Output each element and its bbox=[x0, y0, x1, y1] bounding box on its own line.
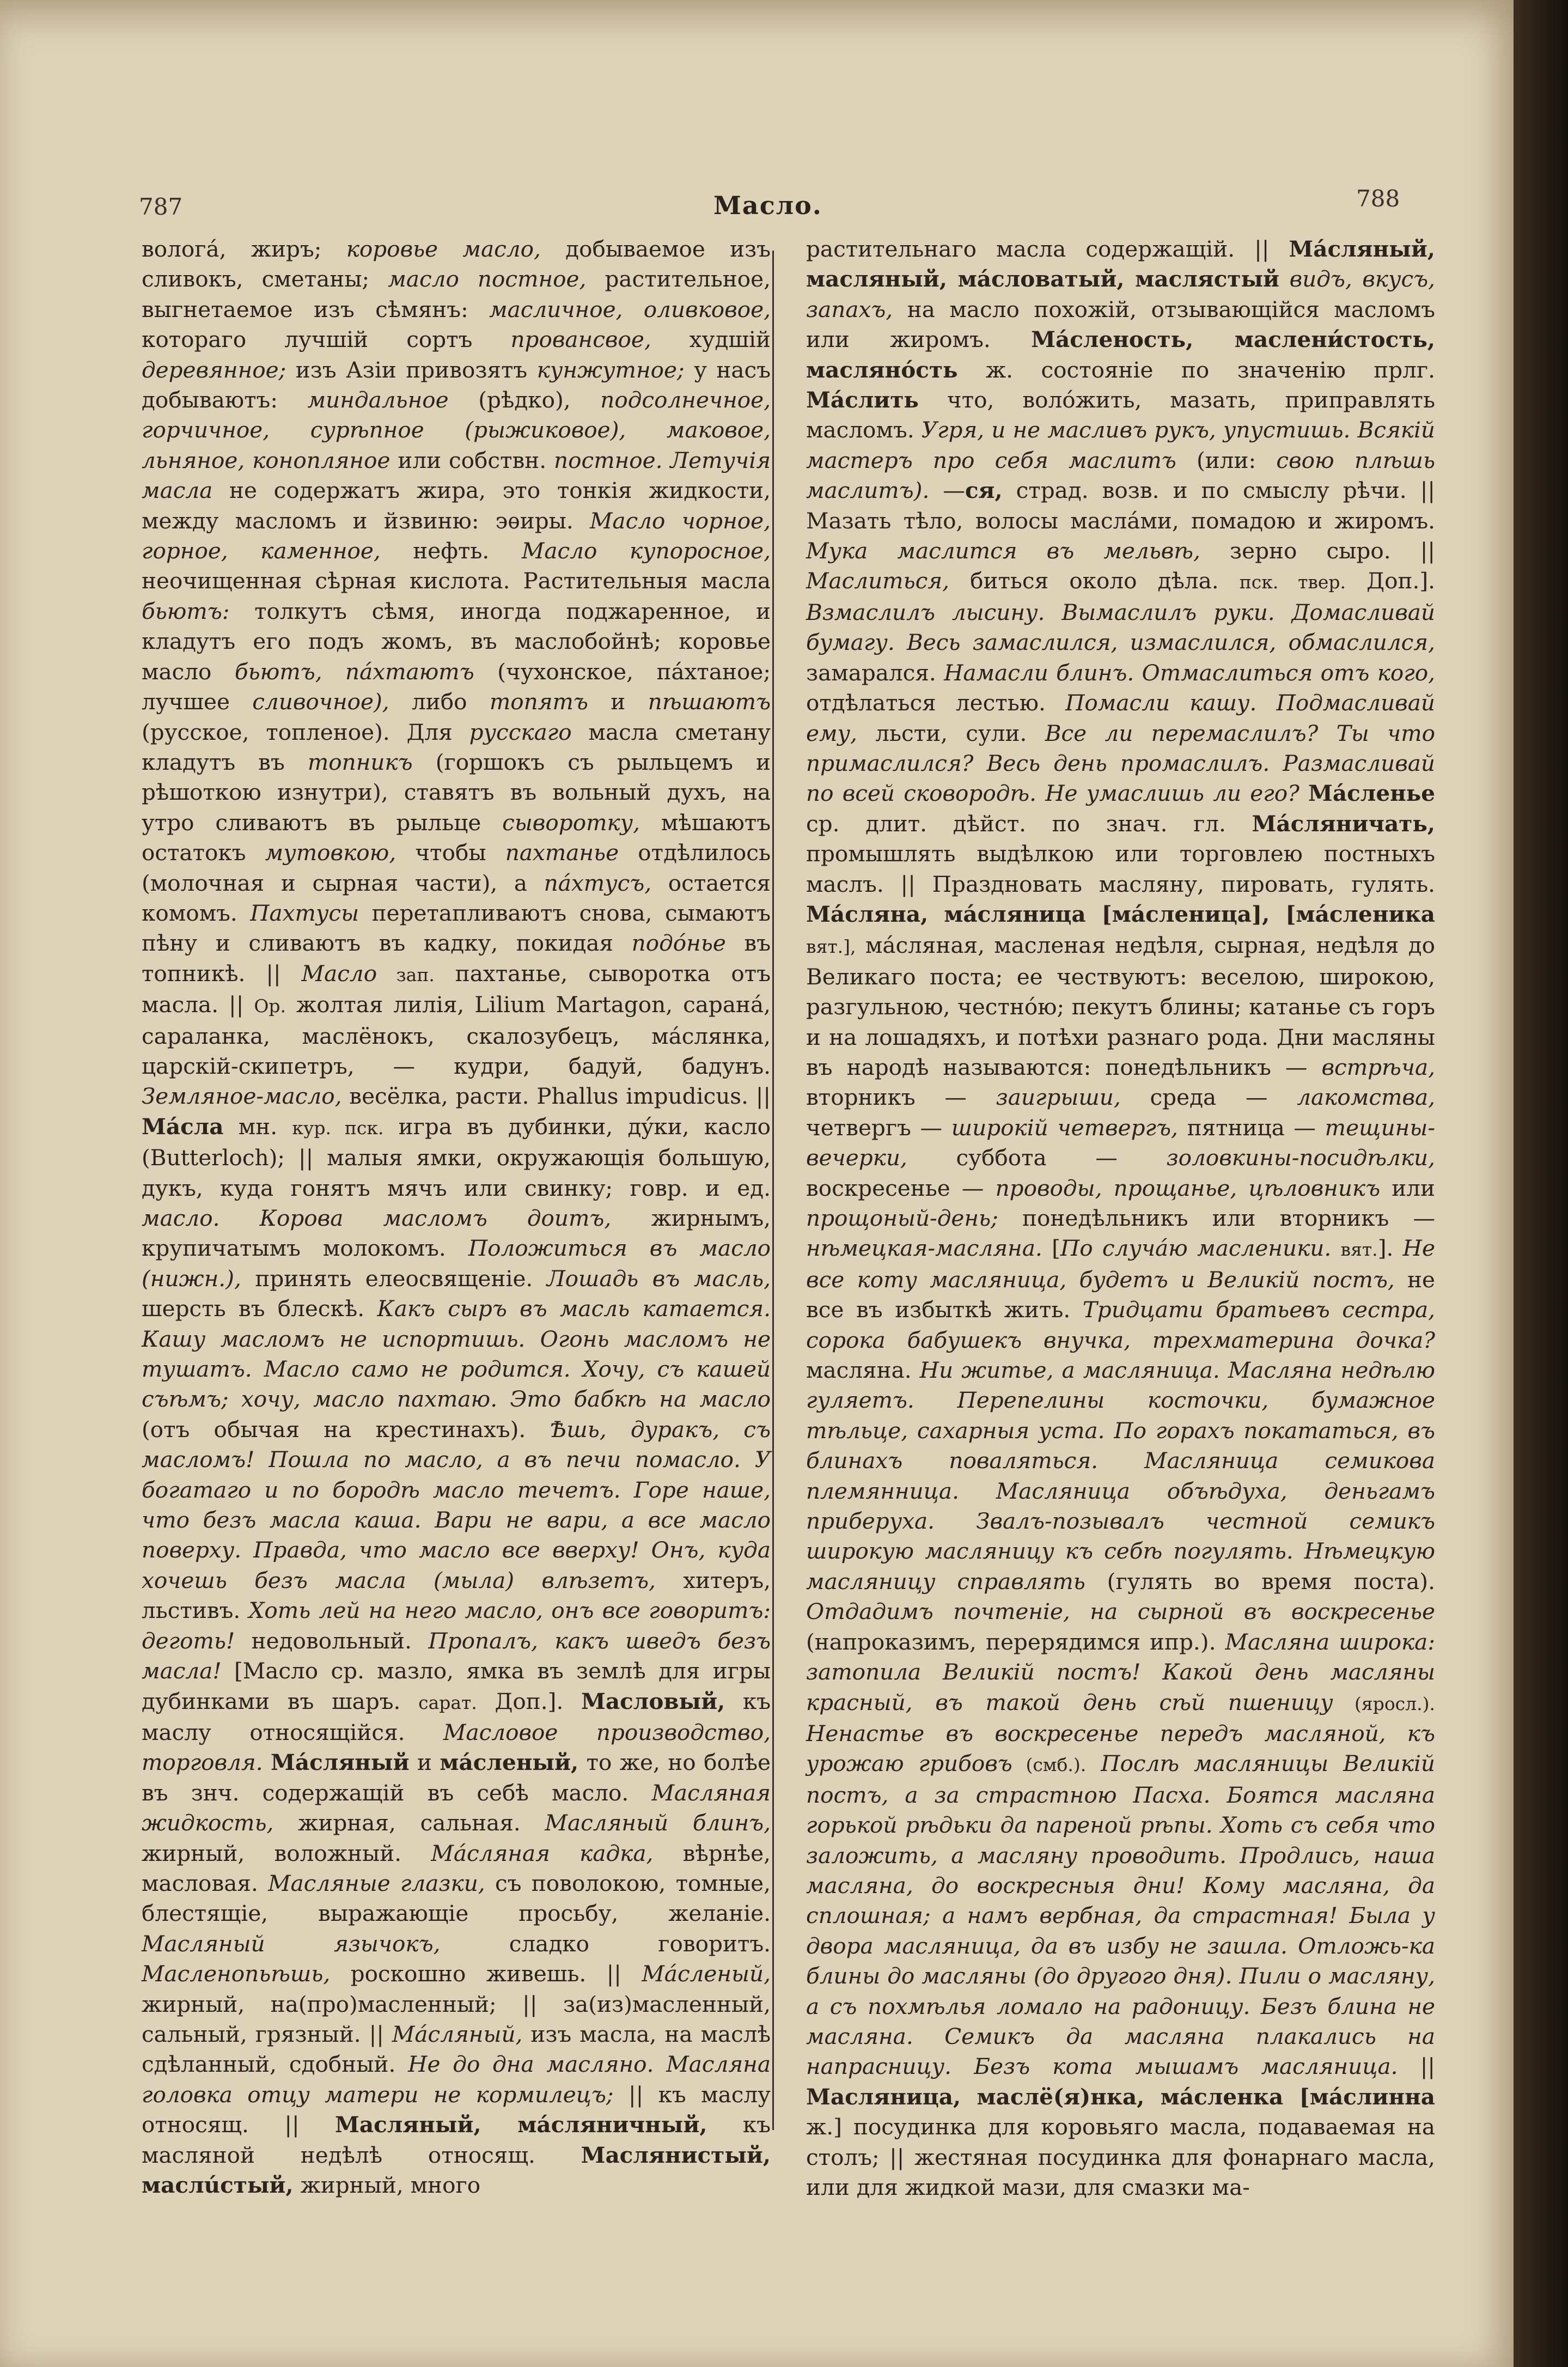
right-text-run: зерно сыро. || bbox=[1200, 538, 1435, 564]
left-text-run: нефть. bbox=[380, 538, 522, 564]
left-text-run: жирная, сальная. bbox=[273, 1810, 545, 1836]
left-text-run: пѣшаютъ bbox=[648, 689, 771, 715]
left-text-run: вологá, жиръ; bbox=[142, 236, 346, 262]
right-text-run: среда — bbox=[1120, 1084, 1297, 1111]
right-text-run: (или: bbox=[1176, 447, 1277, 473]
left-text-run: Масляные глазки, bbox=[268, 1870, 485, 1896]
right-text-run: масляна. bbox=[806, 1357, 920, 1384]
right-text-run: (яросл.). bbox=[1333, 1693, 1435, 1714]
right-text-run: Мáсляничать, bbox=[1252, 810, 1435, 837]
right-text-run: По случáю масленики. bbox=[1060, 1235, 1332, 1262]
left-text-run: отдѣлилось (молочная и сырная части), а bbox=[142, 839, 771, 896]
left-text-run: Масловое производство, торговля. bbox=[142, 1719, 771, 1776]
left-text-run: Масло чорное, горное, каменное, bbox=[142, 507, 771, 564]
right-text-run: пятница — bbox=[1177, 1114, 1325, 1141]
right-text-run: тещины-вечерки, bbox=[806, 1114, 1436, 1171]
left-text-run: и bbox=[588, 689, 648, 715]
right-text-run: Мáсленость, маслени́стость, маслянóсть bbox=[806, 326, 1435, 383]
left-text-run: неочищенная сѣрная кислота. Растительныя масла bbox=[142, 568, 771, 594]
column-divider bbox=[772, 251, 774, 2130]
page-number-right: 788 bbox=[1356, 185, 1400, 212]
left-text-run: жирный, много bbox=[293, 2172, 481, 2198]
left-text-run: Земляное-масло, bbox=[142, 1083, 342, 1110]
left-text-run: изъ масла, на маслѣ сдѣланный, сдобный. bbox=[142, 2021, 771, 2078]
right-text-column bbox=[806, 234, 1436, 2200]
right-text-run bbox=[1299, 780, 1308, 806]
right-text-run: лакомства, bbox=[1297, 1084, 1435, 1111]
right-text-run: Не все коту масляница, будетъ и Великій постъ, bbox=[806, 1235, 1435, 1293]
right-text-run: понедѣльникъ или вторникъ — bbox=[998, 1205, 1435, 1231]
left-text-run: жирнымъ, крупичатымъ молокомъ. bbox=[142, 1205, 771, 1262]
right-text-run: Мáсляный, масляный, мáсловатый, маслястый bbox=[806, 236, 1435, 293]
left-text-run: Лошадь въ масль, bbox=[546, 1265, 771, 1292]
left-text-run: Мáсленый, bbox=[642, 1961, 771, 1987]
left-text-run: Какъ сыръ въ масль катается. Кашу масломъ не испортишь. Огонь масломъ не тушатъ. Масло само не родится. Хочу, съ кашей съѣмъ; хочу, масло пахтаю. Это бабкѣ на масло bbox=[142, 1295, 771, 1413]
left-text-run: изъ Азіи привозятъ bbox=[286, 356, 537, 383]
left-text-run: къ масляной недѣлѣ относящ. bbox=[142, 2112, 771, 2168]
right-text-run: широкій четвергъ, bbox=[951, 1114, 1178, 1141]
right-text-run: Помасли кашу. Подмасливай ему, bbox=[806, 690, 1435, 746]
left-text-run: Масляный блинъ, bbox=[545, 1810, 771, 1836]
left-text-run: чтобы bbox=[396, 839, 505, 866]
right-text-run: золовкины-посидѣлки, bbox=[1166, 1145, 1435, 1171]
left-text-run: Положиться въ масло (нижн.), bbox=[142, 1235, 771, 1292]
page-running-title: Масло. bbox=[713, 191, 822, 220]
page-number-left: 787 bbox=[139, 193, 183, 220]
right-text-run: Отдадимъ почтеніе, на сырной въ воскресенье bbox=[806, 1598, 1435, 1625]
left-text-run: Масловый, bbox=[581, 1688, 725, 1714]
left-text-run: игра въ дубинки, дýки, касло (Butterloch); || малыя ямки, окружающія большую, дукъ, куда гонятъ мячъ или свинку; говр. и ед. bbox=[142, 1113, 771, 1201]
left-text-run: мáсленый, bbox=[440, 1749, 579, 1776]
left-text-run: бьютъ: bbox=[142, 598, 230, 624]
left-text-run: либо bbox=[389, 689, 490, 715]
right-text-run: Все ли перемаслилъ? Ты что примаслился? Весь день промаслилъ. Размасливай по всей сковородѣ. Не умаслишь ли его? bbox=[806, 720, 1435, 807]
left-text-run: сарат. bbox=[418, 1691, 477, 1713]
right-text-run: страд. возв. и по смыслу рѣчи. || Мазать тѣло, волосы маслáми, помадою и жиромъ. bbox=[806, 477, 1436, 534]
right-text-run: Ни житье, а масляница. Масляна недѣлю гуляетъ. Перепелины косточки, бумажное тѣльце, сахарныя уста. По горахъ покататься, въ блинахъ поваляться. Масляница семикова племянница. Масляница объѣдуха, деньгамъ приберуха. Звалъ-позывалъ честной семикъ широкую масляницу къ себѣ погулять. Нѣмецкую масляницу справлять bbox=[806, 1357, 1436, 1595]
left-text-run: роскошно живешь. || bbox=[330, 1961, 642, 1987]
right-text-run: промышлять выдѣлкою или торговлею постныхъ маслъ. || Праздновать масляну, пировать, гулять. bbox=[806, 841, 1435, 897]
left-text-run: хитеръ, льстивъ. bbox=[142, 1567, 771, 1624]
right-text-run bbox=[1279, 266, 1289, 292]
right-text-run: Мáсленье bbox=[1308, 780, 1435, 807]
right-text-run: заигрыши, bbox=[996, 1084, 1121, 1111]
right-text-run: Мáсляна, мáсляница [мáсленица], [мáсленика bbox=[806, 900, 1435, 927]
right-text-run: четвергъ — bbox=[806, 1114, 951, 1141]
right-text-run: на масло похожій, отзывающійся масломъ или жиромъ. bbox=[806, 296, 1435, 353]
left-text-run: жолтая лилія, Lilium Martagon, саранá, сараланка, маслёнокъ, скалозубецъ, мáслянка, царскій-скипетръ, — кудри, бадуй, бадунъ. bbox=[142, 991, 771, 1079]
right-text-run: биться около дѣла. bbox=[949, 568, 1240, 594]
left-text-run: [Масло ср. мазло, ямка въ землѣ для игры дубинками въ шаръ. bbox=[142, 1658, 771, 1714]
right-text-run: (гулять во время поста). bbox=[1085, 1568, 1435, 1595]
left-text-run: и bbox=[409, 1749, 440, 1776]
left-text-run: русскаго bbox=[469, 719, 572, 745]
right-text-run: Тридцати братьевъ сестра, сорока бабушекъ внучка, трехматерина дочка? bbox=[806, 1297, 1435, 1353]
left-text-run: зап. bbox=[377, 964, 435, 985]
left-text-run: Мáсла bbox=[142, 1113, 224, 1140]
left-text-run: провансвое, bbox=[510, 326, 651, 353]
left-text-run: миндальное bbox=[307, 387, 449, 413]
left-text-run: въ топникѣ. || bbox=[142, 930, 771, 987]
left-text-run: масличное, оливковое, bbox=[489, 296, 771, 323]
left-text-run: весёлка, расти. Phallus impudicus. || bbox=[341, 1083, 771, 1110]
left-text-run: жирный, на(про)масленный; || за(из)масленный, сальный, грязный. || bbox=[142, 1991, 771, 2047]
left-text-run: перетапливаютъ снова, сымаютъ пѣну и сливаютъ въ кадку, покидая bbox=[142, 899, 771, 957]
left-text-run: пахтанье bbox=[505, 839, 619, 866]
left-text-run: топникъ bbox=[307, 749, 413, 775]
right-text-run: встрѣча, bbox=[1321, 1054, 1435, 1080]
left-text-run: Масленопьѣшь, bbox=[142, 1961, 331, 1987]
right-text-run: ся, bbox=[965, 477, 1003, 504]
left-text-run: коровье масло, bbox=[346, 236, 541, 262]
left-text-run: подсолнечное, горчичное, сурѣпное (рыжиковое), маковое, льняное, конопляное bbox=[142, 387, 771, 473]
right-text-run: — bbox=[929, 477, 965, 504]
left-text-run: (горшокъ съ рыльцемъ и рѣшоткою изнутри), ставятъ въ вольный духъ, на утро сливаютъ въ рыльце bbox=[142, 749, 771, 836]
right-text-run: ср. длит. дѣйст. по знач. гл. bbox=[806, 810, 1252, 837]
left-text-run: бьютъ, пáхтаютъ bbox=[234, 658, 474, 685]
right-text-run: не все въ избыткѣ жить. bbox=[806, 1266, 1435, 1323]
left-text-run: пáхтусъ, bbox=[544, 869, 652, 896]
right-text-run: прощоный-день; bbox=[806, 1205, 998, 1231]
right-text-run: Ненастье въ воскресенье передъ масляной, къ урожаю грибовъ bbox=[806, 1720, 1435, 1777]
right-column-text bbox=[806, 234, 1435, 2202]
left-text-run: съ поволокою, томные, блестящіе, выражающіе просьбу, желаніе. bbox=[142, 1870, 771, 1927]
left-text-run: не содержатъ жира, это тонкія жидкости, между масломъ и йзвиню: эѳиры. bbox=[142, 477, 771, 534]
left-text-run: постное. Летучія масла bbox=[142, 447, 771, 504]
left-text-run bbox=[263, 1749, 271, 1775]
left-text-run: кур. пск. bbox=[292, 1117, 384, 1139]
right-text-run: вят.], bbox=[806, 936, 856, 958]
left-text-run: масло. Корова масломъ доитъ, bbox=[142, 1205, 612, 1231]
left-text-run: принять елеосвященіе. bbox=[241, 1265, 547, 1292]
right-text-run: или bbox=[1380, 1175, 1435, 1201]
left-text-run: Ор. bbox=[254, 995, 286, 1017]
right-text-run: Угря, и не масливъ рукъ, упустишь. Всякій мастеръ про себя маслитъ bbox=[806, 417, 1435, 473]
left-text-run: Маслянистый, маслúстый, bbox=[142, 2141, 771, 2198]
left-text-run: Пахтусы bbox=[250, 899, 359, 926]
left-text-run: толкутъ сѣмя, иногда поджаренное, и кладутъ его подъ жомъ, въ маслобойнѣ; коровье масло bbox=[142, 598, 771, 685]
left-text-run: Не до дна масляно. Масляна головка отцу матери не кормилецъ; bbox=[142, 2051, 771, 2108]
left-text-run: сливочное), bbox=[252, 689, 389, 715]
left-text-run: топятъ bbox=[489, 689, 588, 715]
left-text-run: Масляная жидкость, bbox=[142, 1779, 771, 1836]
left-text-run: у насъ добываютъ: bbox=[142, 356, 771, 413]
left-text-run: масло постное, bbox=[388, 266, 587, 293]
left-text-run: недовольный. bbox=[235, 1627, 429, 1654]
right-text-run: воскресенье — bbox=[806, 1175, 996, 1201]
left-text-run: сладко говоритъ. bbox=[440, 1930, 771, 1957]
left-text-run: остается комомъ. bbox=[142, 869, 771, 926]
left-text-run: мн. bbox=[223, 1113, 292, 1140]
right-text-run: Масляница, маслё(я)нка, мáсленка [мáслинна bbox=[806, 2083, 1435, 2110]
left-text-run: жирный, воложный. bbox=[142, 1840, 431, 1866]
right-text-run: Послѣ масляницы Великій постъ, а за страстною Пасха. Боятся масляна горькой рѣдьки да пареной рѣпы. Хоть съ себя что заложить, а масляну проводить. Продлись, наша масляна, до воскресныя дни! Кому масляна, да сплошная; а намъ вербная, да страстная! Была у двора масляница, да въ избу не зашла. Отложь-ка блины до масляны (до другого дня). Пили о масляну, а съ похмѣлья ломало на радоницу. Безъ блина не масляна. Семикъ да масляна плакались на напрасницу. Безъ кота мышамъ масляница. bbox=[806, 1750, 1435, 2080]
right-text-run: Маслиться, bbox=[806, 568, 949, 594]
left-text-run: Масло bbox=[301, 960, 377, 987]
left-text-run: или собствн. bbox=[390, 447, 554, 473]
left-text-run: деревянное; bbox=[142, 356, 286, 383]
right-text-run: свою плѣшь маслитъ). bbox=[806, 447, 1435, 504]
left-text-run: Мáсляный, bbox=[392, 2021, 523, 2047]
left-text-run: подóнье bbox=[631, 930, 726, 957]
right-text-run: вторникъ — bbox=[806, 1084, 996, 1111]
right-text-run: || bbox=[1398, 2053, 1435, 2080]
right-text-run bbox=[1086, 1750, 1101, 1776]
right-text-run: ж.] посудинка для коровьяго масла, подаваемая на столъ; || жестяная посудинка для фонарнаго масла, или для жидкой мази, для смазки ма- bbox=[806, 2114, 1435, 2200]
left-text-run: Масло купоросное, bbox=[521, 538, 771, 564]
left-text-run: (отъ обычая на крестинахъ). bbox=[142, 1416, 550, 1443]
left-column-text bbox=[142, 234, 771, 2200]
left-text-run: Доп.]. bbox=[477, 1688, 582, 1714]
left-text-run: (рѣдко), bbox=[448, 387, 601, 413]
right-text-run: Масляна широка: затопила Великій постъ! Какой день масляны красный, въ такой день сѣй пшеницу bbox=[806, 1628, 1435, 1715]
left-text-run: къ маслу относящійся. bbox=[142, 1688, 771, 1745]
right-text-run: мáсляная, масленая недѣля, сырная, недѣля до Великаго поста; ее чествуютъ: веселою, широкою, разгульною, честнóю; пекутъ блины; катанье съ горъ и на лошадяхъ, и потѣхи разнаго рода. Дни масляны въ народѣ называются: понедѣльникъ — bbox=[806, 932, 1435, 1080]
right-text-run: ж. состояніе по значенію прлг. bbox=[957, 356, 1435, 383]
left-text-column bbox=[142, 234, 771, 2198]
left-text-run: (русское, топленое). Для bbox=[142, 719, 469, 745]
right-text-run: растительнаго масла содержащій. || bbox=[806, 236, 1289, 262]
left-text-run: то же, но болѣе въ знч. содержащій въ себѣ масло. bbox=[142, 1749, 771, 1806]
right-text-run: Мука маслится въ мельвѣ, bbox=[806, 538, 1200, 564]
right-text-run: Мáслить bbox=[806, 387, 919, 413]
left-text-run: Ѣшь, дуракъ, съ масломъ! Пошла по масло, а въ печи помасло. У богатаго и по бородѣ масло течетъ. Горе наше, что безъ масла каша. Вари не вари, а все масло поверху. Правда, что масло все вверху! Онъ, куда хочешь безъ масла (мыла) влѣзетъ, bbox=[142, 1416, 771, 1593]
right-text-run: замарался. bbox=[806, 659, 944, 686]
left-text-run: котораго лучшій сортъ bbox=[142, 326, 511, 353]
left-text-run: Масляный язычокъ, bbox=[142, 1930, 441, 1957]
right-text-run: Намасли блинъ. Отмаслиться отъ кого, bbox=[944, 659, 1435, 686]
left-text-run: масла сметану кладутъ въ bbox=[142, 719, 771, 775]
right-text-run: (напроказимъ, перерядимся ипр.). bbox=[806, 1628, 1225, 1655]
right-text-run: суббота — bbox=[907, 1145, 1167, 1171]
left-text-run: Мáсляная кадка, bbox=[431, 1840, 654, 1866]
right-text-run: (смб.). bbox=[1012, 1754, 1087, 1776]
left-text-run: мутовкою, bbox=[265, 839, 396, 866]
left-text-run: || къ маслу относящ. || bbox=[142, 2081, 771, 2138]
left-text-run: кунжутное; bbox=[536, 356, 685, 383]
left-text-run: (чухонское, пáхтаное; лучшее bbox=[142, 658, 771, 715]
right-text-run: ]. bbox=[1377, 1235, 1403, 1262]
right-text-run: отдѣлаться лестью. bbox=[806, 690, 1066, 716]
right-text-run: нѣмецкая-масляна. bbox=[806, 1235, 1042, 1262]
right-text-run: вят. bbox=[1340, 1239, 1378, 1261]
book-spine-edge bbox=[1514, 0, 1568, 2367]
left-text-run: сыворотку, bbox=[502, 809, 640, 836]
left-text-run: пахтанье, сыворотка отъ масла. || bbox=[142, 960, 771, 1018]
left-text-run: добываемое изъ сливокъ, сметаны; bbox=[142, 236, 771, 293]
left-text-run: худшій bbox=[651, 326, 771, 353]
left-text-run: шерсть въ блескѣ. bbox=[142, 1295, 377, 1322]
right-text-run: Взмаслилъ лысину. Вымаслилъ руки. Домасливай бумагу. Весь замаслился, измаслился, обмаслился, bbox=[806, 599, 1435, 656]
left-text-run: мѣшаютъ остатокъ bbox=[142, 809, 771, 866]
right-text-run: [ bbox=[1042, 1235, 1060, 1262]
right-text-run: пск. твер. bbox=[1239, 571, 1346, 593]
right-text-run: Доп.]. bbox=[1346, 568, 1436, 594]
right-text-run: что, волóжить, мазать, приправлять масломъ. bbox=[806, 387, 1435, 443]
right-text-run bbox=[1331, 1235, 1340, 1261]
left-text-run: растительное, выгнетаемое изъ сѣмянъ: bbox=[142, 266, 771, 323]
left-text-run: вѣрнѣе, масловая. bbox=[142, 1840, 771, 1896]
right-text-run: проводы, прощанье, цѣловникъ bbox=[995, 1175, 1381, 1201]
left-text-run: Пропалъ, какъ шведъ безъ масла! bbox=[142, 1627, 771, 1684]
right-text-run: льсти, сули. bbox=[857, 720, 1045, 746]
right-text-run: видъ, вкусъ, запахъ, bbox=[806, 266, 1435, 323]
left-text-run: Хоть лей на него масло, онъ все говоритъ: деготь! bbox=[142, 1597, 771, 1654]
left-text-run: Мáсляный bbox=[271, 1749, 410, 1776]
left-text-run: Масляный, мáсляничный, bbox=[335, 2112, 707, 2138]
